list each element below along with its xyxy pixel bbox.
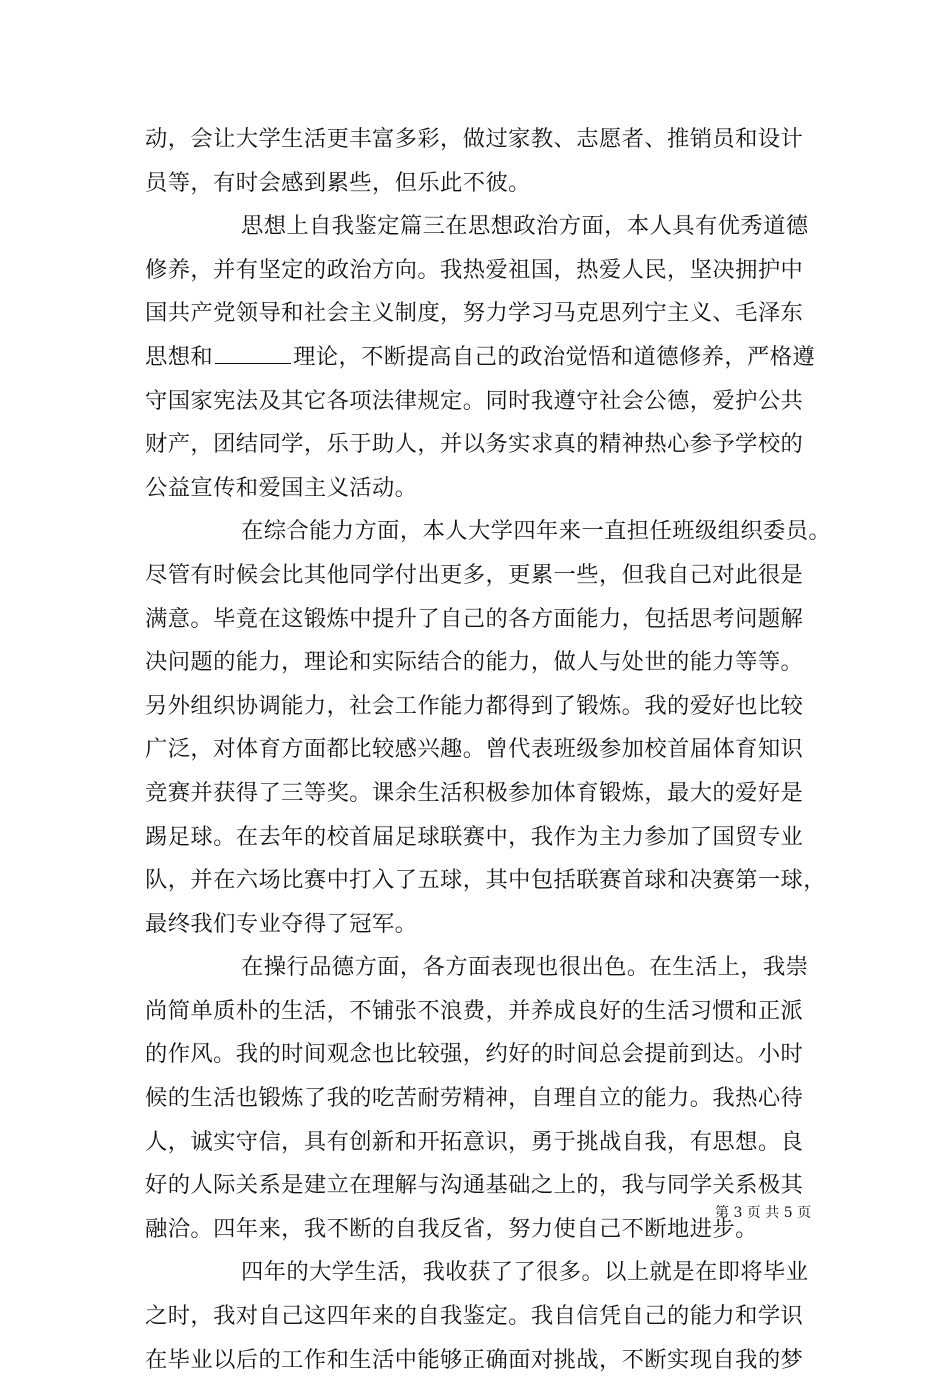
text-line: 满意。毕竟在这锻炼中提升了自己的各方面能力，包括思考问题解 — [145, 605, 804, 632]
text-line: 融洽。四年来，我不断的自我反省，努力使自己不断地进步。 — [145, 1215, 758, 1242]
text-line: 国共产党领导和社会主义制度，努力学习马克思列宁主义、毛泽东 — [145, 300, 804, 327]
paragraph — [145, 510, 832, 946]
text-line: 尚简单质朴的生活，不铺张不浪费，并养成良好的生活习惯和正派 — [145, 997, 804, 1024]
text-line: 在毕业以后的工作和生活中能够正确面对挑战，不断实现自我的梦 — [145, 1346, 804, 1373]
text-line: 人，诚实守信，具有创新和开拓意识，勇于挑战自我，有思想。良 — [145, 1128, 804, 1155]
text-line: 思想上自我鉴定篇三在思想政治方面，本人具有优秀道德 — [241, 213, 809, 240]
text-line: 竞赛并获得了三等奖。课余生活积极参加体育锻炼，最大的爱好是 — [145, 779, 804, 806]
text-line: 四年的大学生活，我收获了了很多。以上就是在即将毕业 — [241, 1259, 809, 1286]
text-fragment: 思想和 — [145, 343, 214, 370]
text-line: 修养，并有坚定的政治方向。我热爱祖国，热爱人民，坚决拥护中 — [145, 256, 804, 283]
text-line: 广泛，对体育方面都比较感兴趣。曾代表班级参加校首届体育知识 — [145, 736, 804, 763]
text-line: 队，并在六场比赛中打入了五球，其中包括联赛首球和决赛第一球， — [145, 867, 826, 894]
text-line: 在综合能力方面，本人大学四年来一直担任班级组织委员。 — [241, 518, 832, 545]
text-line: 的作风。我的时间观念也比较强，约好的时间总会提前到达。小时 — [145, 1041, 804, 1068]
document-body — [145, 118, 832, 1382]
text-line: 另外组织协调能力，社会工作能力都得到了锻炼。我的爱好也比较 — [145, 692, 804, 719]
text-line: 财产，团结同学，乐于助人，并以务实求真的精神热心参予学校的 — [145, 431, 804, 458]
fill-in-blank — [215, 345, 291, 364]
page-number-footer: 第 3 页 共 5 页 — [715, 1205, 812, 1221]
text-line: 尽管有时候会比其他同学付出更多，更累一些，但我自己对此很是 — [145, 561, 804, 588]
paragraph — [145, 1251, 813, 1382]
text-fragment: 理论，不断提高自己的政治觉悟和道德修养，严格遵 — [293, 343, 816, 370]
text-line: 动，会让大学生活更丰富多彩，做过家教、志愿者、推销员和设计 — [145, 126, 804, 152]
paragraph — [145, 118, 813, 205]
text-line: 守国家宪法及其它各项法律规定。同时我遵守社会公德，爱护公共 — [145, 387, 804, 414]
text-line-with-blank — [145, 336, 816, 380]
text-line: 候的生活也锻炼了我的吃苦耐劳精神，自理自立的能力。我热心待 — [145, 1085, 804, 1112]
text-line: 之时，我对自己这四年来的自我鉴定。我自信凭自己的能力和学识 — [145, 1303, 804, 1330]
text-line: 员等，有时会感到累些，但乐此不彼。 — [145, 169, 531, 196]
text-line: 好的人际关系是建立在理解与沟通基础之上的，我与同学关系极其 — [145, 1172, 804, 1199]
paragraph — [145, 946, 813, 1251]
text-line: 踢足球。在去年的校首届足球联赛中，我作为主力参加了国贸专业 — [145, 823, 804, 850]
text-line: 在操行品德方面，各方面表现也很出色。在生活上，我崇 — [241, 954, 809, 981]
text-line: 决问题的能力，理论和实际结合的能力，做人与处世的能力等等。 — [145, 649, 804, 676]
text-line: 最终我们专业夺得了冠军。 — [145, 910, 418, 937]
paragraph — [145, 205, 816, 510]
text-line: 公益宣传和爱国主义活动。 — [145, 474, 418, 501]
